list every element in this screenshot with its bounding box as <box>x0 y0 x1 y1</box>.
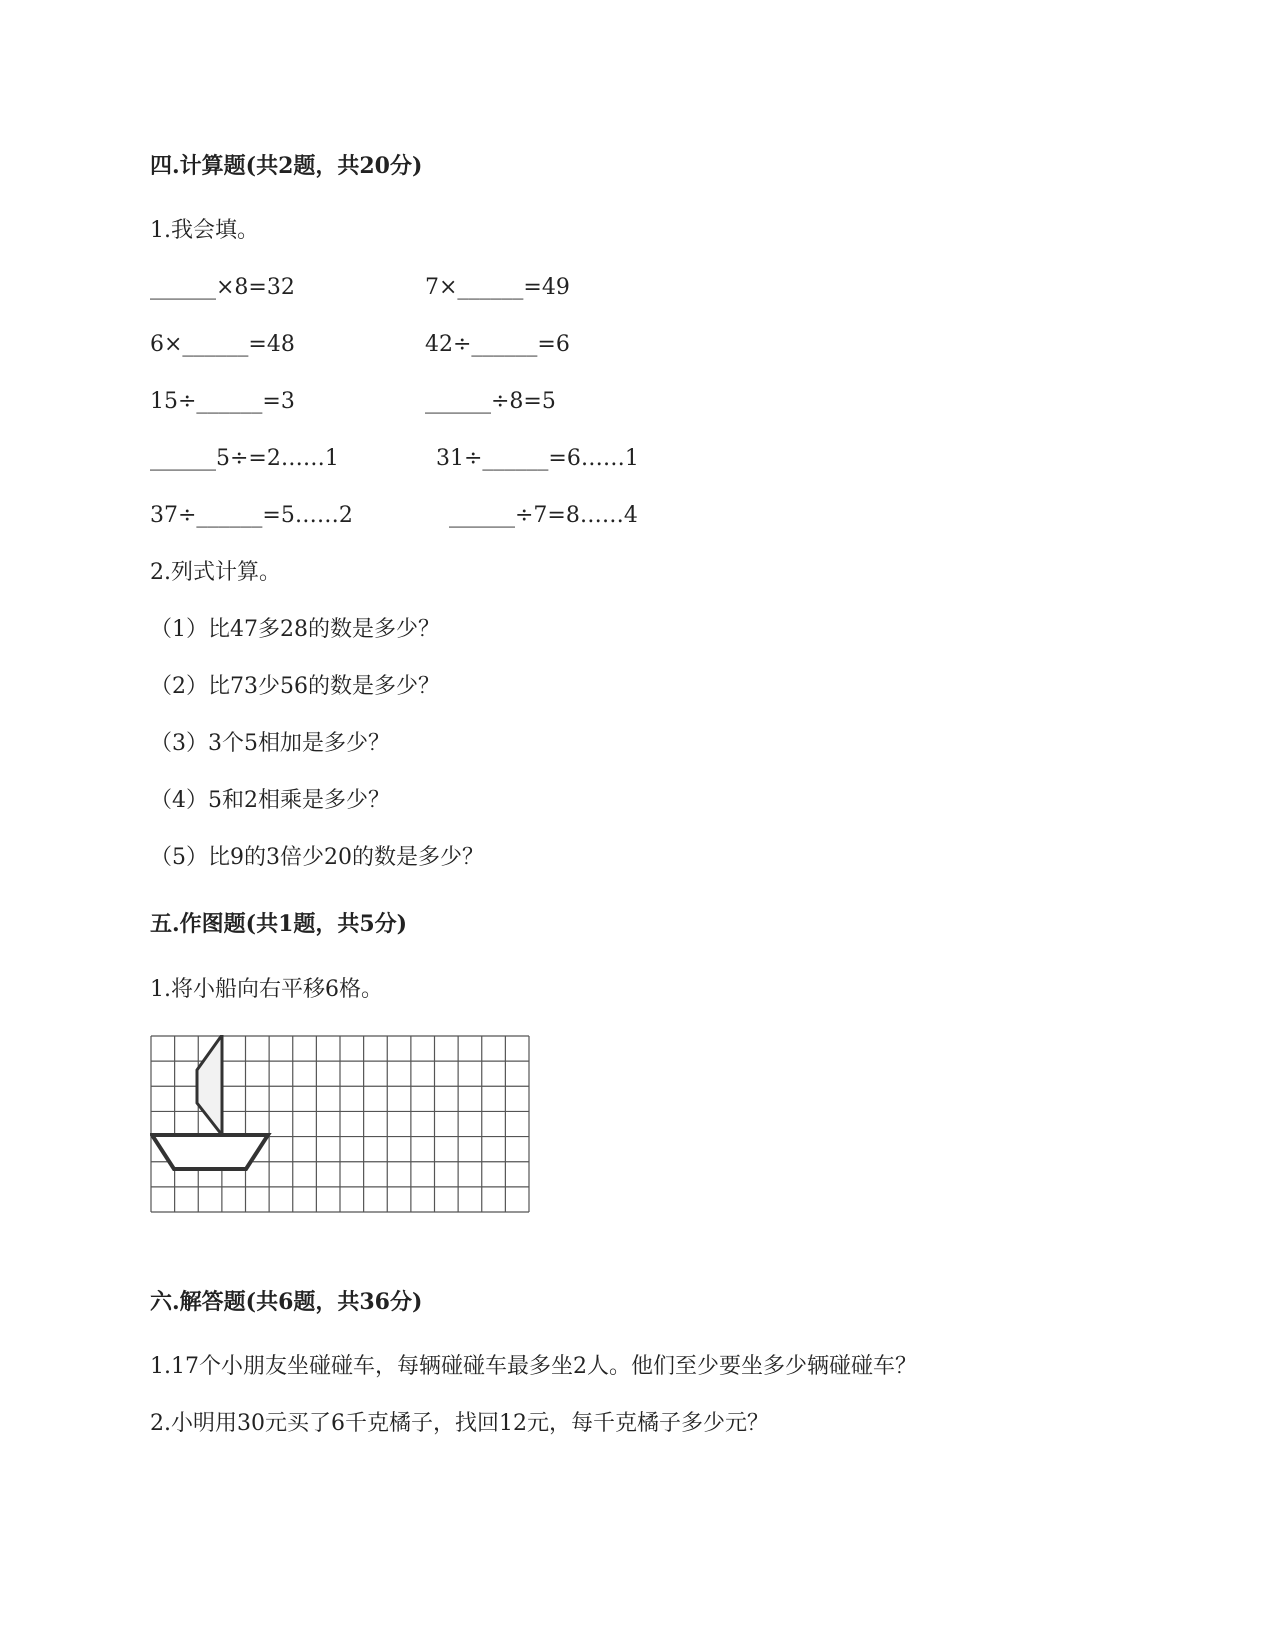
fill-item: 15÷______=3 <box>150 389 295 414</box>
fill-item: 7×______=49 <box>425 275 570 300</box>
word-problem: 2.小明用30元买了6千克橘子，找回12元，每千克橘子多少元？ <box>150 1411 769 1436</box>
word-problem: 1.17个小朋友坐碰碰车，每辆碰碰车最多坐2人。他们至少要坐多少辆碰碰车？ <box>150 1354 917 1379</box>
q2-prompt: 2.列式计算。 <box>150 560 281 585</box>
boat-grid <box>150 1035 530 1213</box>
drawing-prompt: 1.将小船向右平移6格。 <box>150 977 383 1002</box>
boat-hull <box>152 1135 268 1169</box>
fill-item: ______×8=32 <box>150 275 295 300</box>
section5-title: 五.作图题(共1题，共5分) <box>150 911 408 937</box>
fill-item: ______÷8=5 <box>425 389 556 414</box>
calc-item: （1）比47多28的数是多少？ <box>150 617 440 642</box>
fill-item: 37÷______=5……2 <box>150 503 353 528</box>
boat-grid-svg <box>150 1035 530 1213</box>
calc-item: （4）5和2相乘是多少？ <box>150 788 390 813</box>
boat-sail <box>197 1035 222 1135</box>
section4-title: 四.计算题(共2题，共20分) <box>150 153 423 179</box>
calc-item: （2）比73少56的数是多少？ <box>150 674 440 699</box>
section6-title: 六.解答题(共6题，共36分) <box>150 1289 423 1315</box>
fill-item: 42÷______=6 <box>425 332 570 357</box>
fill-item: ______÷7=8……4 <box>449 503 638 528</box>
fill-item: 31÷______=6……1 <box>436 446 639 471</box>
fill-item: ______5÷=2……1 <box>150 446 339 471</box>
calc-item: （5）比9的3倍少20的数是多少？ <box>150 845 484 870</box>
calc-item: （3）3个5相加是多少？ <box>150 731 390 756</box>
fill-item: 6×______=48 <box>150 332 295 357</box>
q1-prompt: 1.我会填。 <box>150 218 259 243</box>
